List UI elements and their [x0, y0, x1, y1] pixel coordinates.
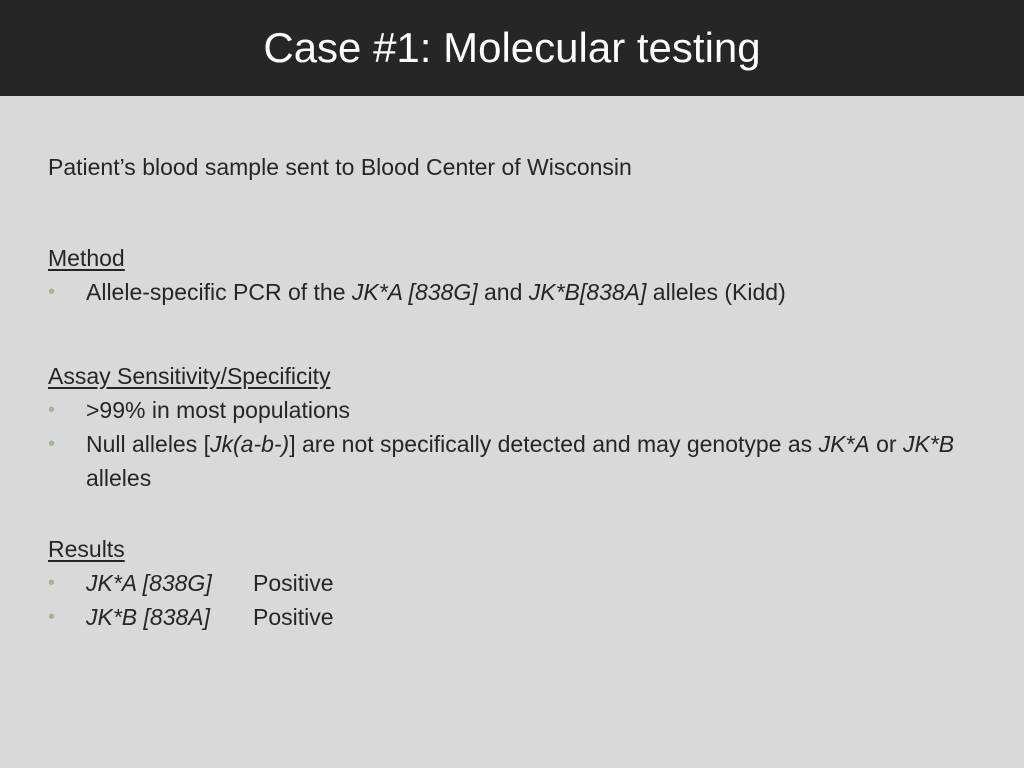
result-row	[48, 566, 978, 600]
method-list	[48, 275, 978, 309]
result-allele: JK*B [838A]	[86, 604, 211, 630]
bullet-icon: •	[48, 281, 56, 303]
allele-jka: JK*A [838G]	[351, 279, 478, 305]
assay-heading: Assay Sensitivity/Specificity	[48, 363, 331, 389]
assay-item2-part3: or	[869, 431, 903, 457]
assay-item2-part2: ] are not specifically detected and may genotype as	[289, 431, 819, 457]
result-allele: JK*A [838G]	[86, 570, 212, 596]
assay-item1-text: >99% in most populations	[86, 397, 351, 423]
method-text-part3: alleles (Kidd)	[646, 279, 786, 305]
method-section	[48, 241, 978, 309]
result-value: Positive	[253, 604, 334, 630]
slide-body	[48, 150, 978, 634]
allele-jkb: JK*B	[902, 431, 955, 457]
bullet-icon: •	[48, 606, 56, 628]
title-bar	[0, 0, 1024, 96]
result-row	[48, 600, 978, 634]
results-list	[48, 566, 978, 634]
bullet-icon: •	[48, 433, 56, 455]
method-text-part2: and	[477, 279, 529, 305]
slide-title: Case #1: Molecular testing	[263, 24, 761, 71]
assay-section	[48, 359, 978, 495]
result-value: Positive	[253, 570, 334, 596]
results-section	[48, 532, 978, 634]
assay-item2-part4: alleles	[86, 465, 152, 491]
bullet-icon: •	[48, 399, 56, 421]
assay-item-sensitivity	[48, 393, 978, 427]
assay-list	[48, 393, 978, 495]
results-heading: Results	[48, 536, 125, 562]
bullet-icon: •	[48, 572, 56, 594]
allele-jkb: JK*B[838A]	[528, 279, 647, 305]
null-phenotype: Jk(a-b-)	[210, 431, 290, 457]
assay-item2-part1: Null alleles [	[86, 431, 210, 457]
method-heading: Method	[48, 245, 125, 271]
allele-jka: JK*A	[818, 431, 870, 457]
assay-item-null-alleles	[48, 427, 978, 495]
method-text-part1: Allele-specific PCR of the	[86, 279, 352, 305]
method-item	[48, 275, 978, 309]
intro-text: Patient’s blood sample sent to Blood Center of Wisconsin	[48, 154, 632, 180]
